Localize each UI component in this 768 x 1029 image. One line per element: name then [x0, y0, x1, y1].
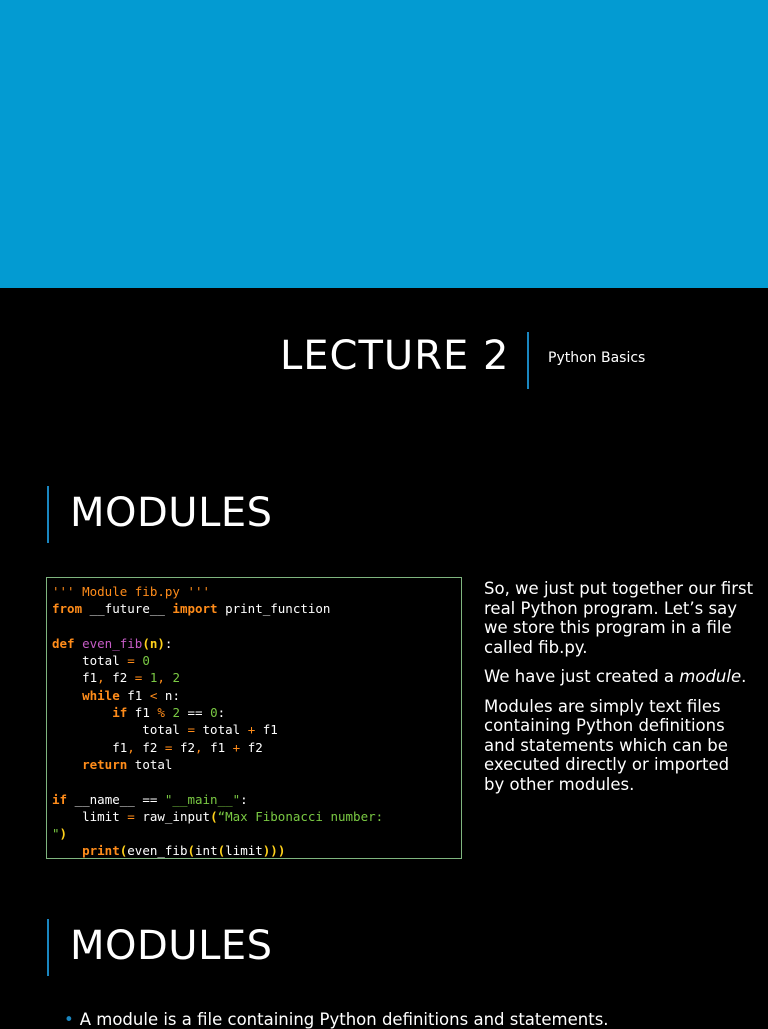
kw-import: import: [172, 601, 218, 617]
code-block: [46, 577, 462, 859]
code-text: f1: [202, 739, 233, 755]
number: 0: [210, 705, 218, 721]
number: 2: [172, 705, 180, 721]
paragraph-2-end: .: [741, 667, 747, 686]
paragraph-2-text: We have just created a: [484, 667, 680, 686]
bullet-item: [64, 1010, 609, 1029]
code-text: f1: [255, 722, 278, 738]
code-text: n:: [157, 687, 180, 703]
number: 1: [149, 670, 158, 686]
bullet-icon: •: [64, 1010, 74, 1029]
code-text: raw_input: [134, 808, 211, 824]
code-text: f1: [52, 739, 128, 755]
code-text: :: [217, 705, 226, 721]
lecture-subtitle: Python Basics: [548, 350, 646, 366]
code-text: total: [52, 653, 128, 669]
param: n: [149, 635, 158, 651]
bullet-text: A module is a file containing Python definitions and statements.: [79, 1010, 609, 1029]
kw-while: while: [82, 687, 120, 703]
slide-heading: MODULES: [70, 923, 273, 969]
code-text: total: [127, 756, 173, 772]
kw-def: def: [52, 635, 75, 651]
function-name: even_fib: [82, 635, 143, 651]
string: "__main__": [164, 791, 241, 807]
kw-if: if: [112, 705, 128, 721]
explanation-text: [484, 579, 754, 804]
code-text: f1: [119, 687, 150, 703]
string: ": [52, 826, 60, 842]
kw-from: from: [52, 601, 83, 617]
code-text: limit: [52, 808, 128, 824]
code-text: __name__ ==: [67, 791, 165, 807]
code-text: f2: [172, 739, 196, 755]
paragraph-2: [484, 667, 754, 687]
title-divider: [527, 332, 529, 389]
number: 2: [172, 670, 180, 686]
code-text: __future__: [82, 601, 173, 617]
kw-print: print: [82, 843, 120, 859]
heading-accent-bar: [47, 919, 49, 976]
string: “Max Fibonacci number:: [217, 808, 384, 824]
code-text: f2: [104, 670, 135, 686]
code-text: f1: [52, 670, 98, 686]
lecture-title: LECTURE 2: [280, 333, 510, 379]
paragraph-3: Modules are simply text files containing Python definitions and statements which can be executed directly or imported by other modules.: [484, 696, 730, 794]
code-text: limit: [225, 843, 263, 859]
kw-return: return: [82, 756, 128, 772]
code-listing: ''' Module fib.py ''' from __future__ import print_function def even_fib(n): total = 0 f1, f2 = 1, 2 while f1 < n: if f1 % 2 == 0: total = total + f1 f1, f2 = f2, f1 + f2 return total if __name__ == "__main__": limit = raw_input(“Max Fibonacci number: ") print(even_fib(int(limit))): [52, 584, 384, 859]
emphasis-module: module: [679, 667, 742, 686]
code-text: ==: [179, 705, 211, 721]
number: 0: [142, 653, 150, 669]
code-text: int: [195, 843, 218, 859]
code-text: even_fib: [127, 843, 188, 859]
code-text: total: [52, 722, 188, 738]
kw-if: if: [52, 791, 68, 807]
code-text: print_function: [217, 601, 331, 617]
slide-heading: MODULES: [70, 490, 273, 536]
code-text: total: [195, 722, 248, 738]
paragraph-1: So, we just put together our first real Python program. Let’s say we store this program in a file called fib.py.: [484, 579, 754, 657]
code-text: f1: [127, 705, 158, 721]
code-text: :: [240, 791, 248, 807]
heading-accent-bar: [47, 486, 49, 543]
previous-slide-band: [0, 0, 768, 288]
code-text: f2: [134, 739, 165, 755]
docstring: ''' Module fib.py ''': [52, 584, 211, 599]
code-text: f2: [240, 739, 263, 755]
